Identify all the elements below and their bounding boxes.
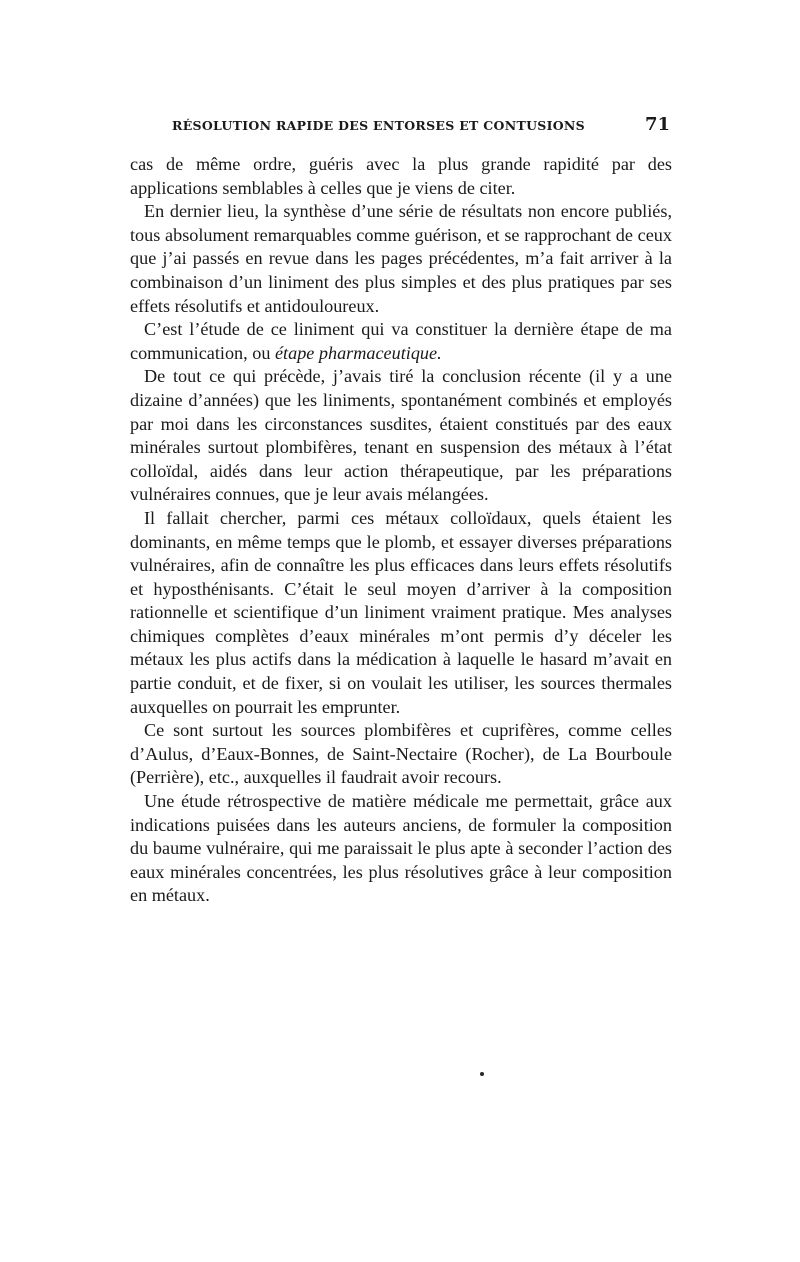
paragraph-6: Ce sont surtout les sources plombifères et cuprifères, comme celles d’Aulus, d’Eaux-Bonnes, de Saint-Nectaire (Rocher), de La Bourboule (Perrière), etc., auxquelles il faudrait avoir recours.	[130, 720, 672, 788]
paragraph-1: cas de même ordre, guéris avec la plus grande rapidité par des applications semblables à celles que je viens de citer.	[130, 154, 672, 198]
running-title: RÉSOLUTION RAPIDE DES ENTORSES ET CONTUSIONS	[172, 118, 585, 133]
running-header	[130, 114, 670, 140]
paragraph-3	[130, 318, 672, 365]
ink-speck	[480, 1072, 484, 1076]
paragraph-5: Il fallait chercher, parmi ces métaux colloïdaux, quels étaient les dominants, en même temps que le plomb, et essayer diverses préparations vulnéraires, afin de connaître les plus efficaces dans leurs effets résolutifs et hyposthénisants. C’était le seul moyen d’arriver à la composition rationnelle et scientifique d’un liniment vraiment pratique. Mes analyses chimiques complètes d’eaux minérales m’ont permis d’y déceler les métaux les plus actifs dans la médication à laquelle le hasard m’avait en partie conduit, et de fixer, si on voulait les utiliser, les sources thermales auxquelles on pourrait les emprunter.	[130, 507, 672, 717]
paragraph-4: De tout ce qui précède, j’avais tiré la conclusion récente (il y a une dizaine d’années) que les liniments, spontanément combinés et employés par moi dans les circonstances susdites, étaient constitués par des eaux minérales surtout plombifères, tenant en suspension des métaux à l’état colloïdal, aidés dans leur action thérapeutique, par les préparations vulnéraires connues, que je leur avais mélangées.	[130, 366, 672, 505]
paragraph-2: En dernier lieu, la synthèse d’une série de résultats non encore publiés, tous absolument remarquables comme guérison, et se rapprochant de ceux que j’ai passés en revue dans les pages précédentes, m’a fait arriver à la combinaison d’un liniment des plus simples et des plus pratiques par ses effets résolutifs et antidouloureux.	[130, 201, 672, 316]
page-number: 71	[644, 114, 670, 135]
body-text	[130, 153, 672, 908]
paragraph-3-text: C’est l’étude de ce liniment qui va constituer la dernière étape de ma communication, ou	[130, 319, 672, 363]
paragraph-7: Une étude rétrospective de matière médicale me permettait, grâce aux indications puisées dans les auteurs anciens, de formuler la composition du baume vulnéraire, qui me paraissait le plus apte à seconder l’action des eaux minérales concentrées, les plus résolutives grâce à leur composition en métaux.	[130, 791, 672, 906]
paragraph-3-emphasis: étape pharmaceutique.	[274, 342, 442, 363]
